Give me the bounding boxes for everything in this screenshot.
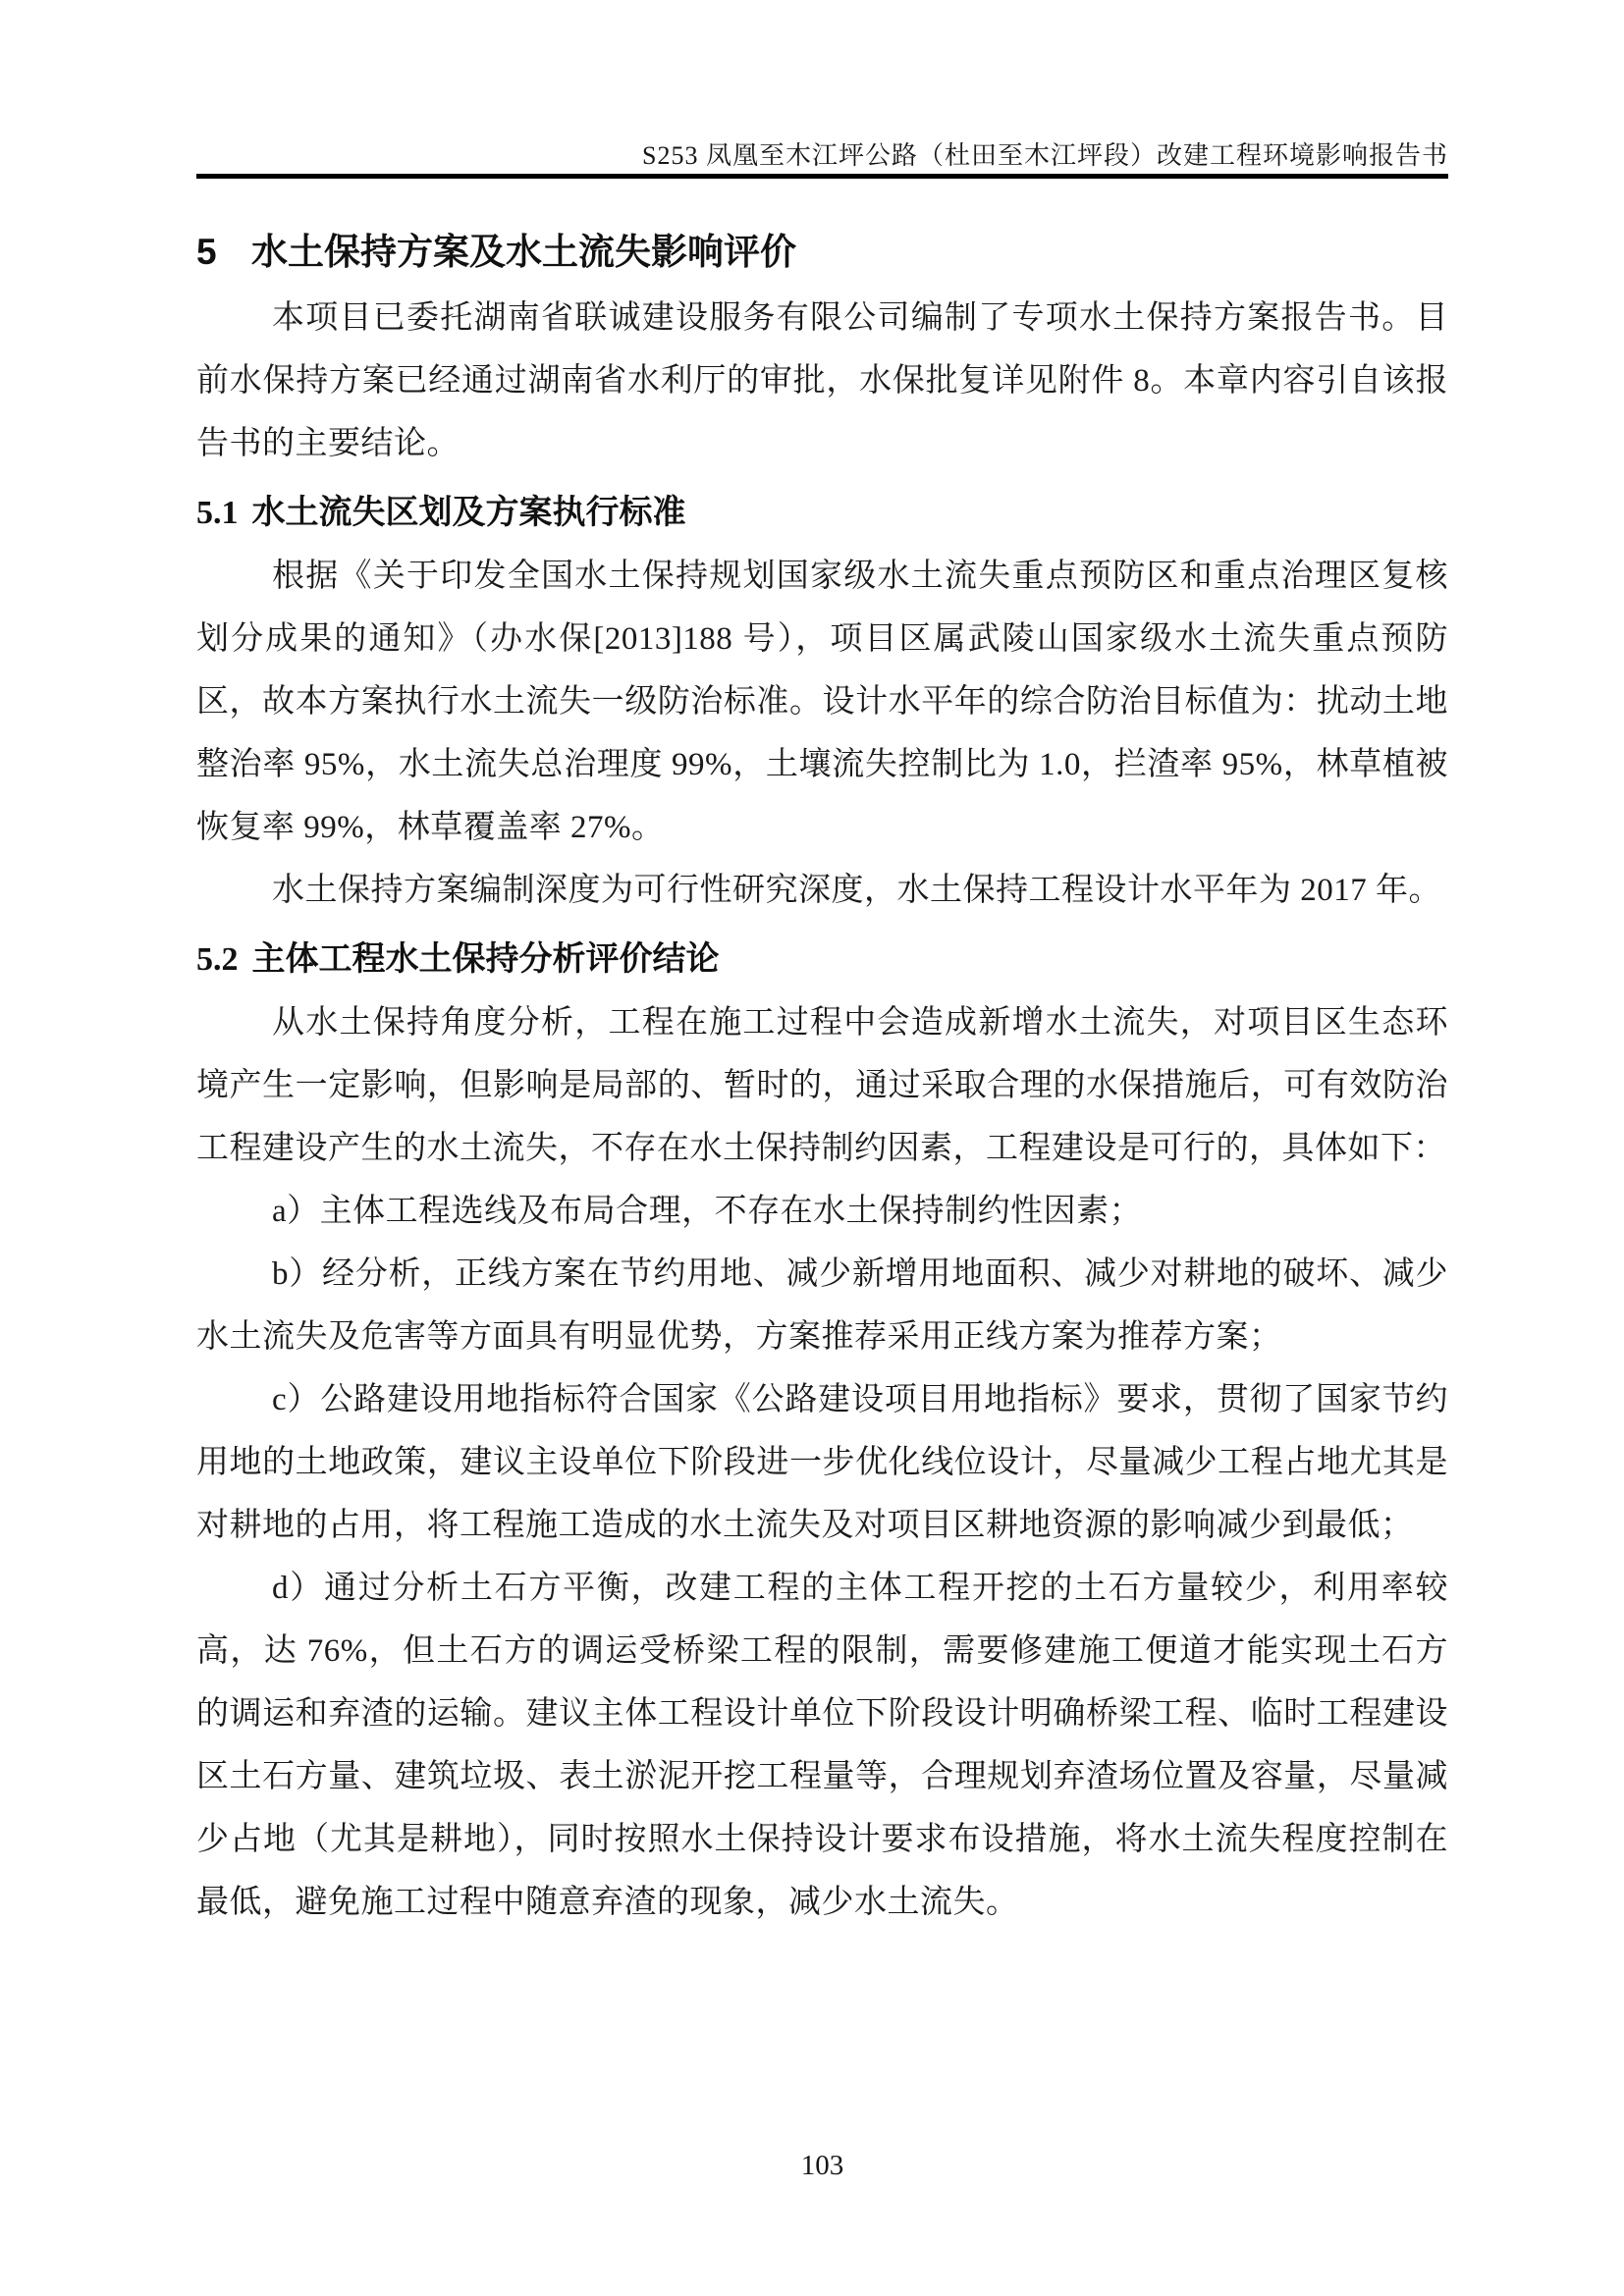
section-5-2-title: 主体工程水土保持分析评价结论 [251,940,720,978]
page-number: 103 [800,2150,844,2181]
paragraph-5-1-depth: 水土保持方案编制深度为可行性研究深度，水土保持工程设计水平年为 2017 年。 [272,873,1441,908]
chapter-heading [196,218,1448,287]
section-5-1-number: 5.1 [196,495,239,531]
section-5-2-number: 5.2 [196,941,239,978]
section-heading-5-2 [196,928,1448,991]
paragraph-chapter-intro: 本项目已委托湖南省联诚建设服务有限公司编制了专项水土保持方案报告书。目前水保持方案已经通过湖南省水利厅的审批，水保批复详见附件 8。本章内容引自该报告书的主要结论。 [196,300,1448,461]
paragraph-5-2-intro: 从水土保持角度分析，工程在施工过程中会造成新增水土流失，对项目区生态环境产生一定影响，但影响是局部的、暂时的，通过采取合理的水保措施后，可有效防治工程建设产生的水土流失，不存在水土保持制约因素，工程建设是可行的，具体如下： [196,1005,1448,1166]
list-item-c: c）公路建设用地指标符合国家《公路建设项目用地指标》要求，贯彻了国家节约用地的土地政策，建议主设单位下阶段进一步优化线位设计，尽量减少工程占地尤其是对耕地的占用，将工程施工造成的水土流失及对项目区耕地资源的影响减少到最低； [196,1382,1448,1543]
chapter-title: 水土保持方案及水土流失影响评价 [251,232,796,272]
running-header: S253 凤凰至木江坪公路（杜田至木江坪段）改建工程环境影响报告书 [642,141,1448,170]
section-5-1-title: 水土流失区划及方案执行标准 [251,494,686,531]
header-rule [196,174,1448,179]
document-body [196,218,1448,1934]
paragraph-5-1-standards: 根据《关于印发全国水土保持规划国家级水土流失重点预防区和重点治理区复核划分成果的通知》（办水保[2013]188 号），项目区属武陵山国家级水土流失重点预防区，故本方案执行水土流失一级防治标准。设计水平年的综合防治目标值为：扰动土地整治率 95%，水土流失总治理度 99%，土壤流失控制比为 1.0，拦渣率 95%，林草植被恢复率 99%，林草覆盖率 27%。 [196,559,1448,845]
chapter-number: 5 [196,232,217,272]
section-heading-5-1 [196,481,1448,545]
list-item-a: a）主体工程选线及布局合理，不存在水土保持制约性因素； [272,1194,1143,1229]
list-item-d: d）通过分析土石方平衡，改建工程的主体工程开挖的土石方量较少，利用率较高，达 76%，但土石方的调运受桥梁工程的限制，需要修建施工便道才能实现土石方的调运和弃渣的运输。建议主体工程设计单位下阶段设计明确桥梁工程、临时工程建设区土石方量、建筑垃圾、表土淤泥开挖工程量等，合理规划弃渣场位置及容量，尽量减少占地（尤其是耕地），同时按照水土保持设计要求布设措施，将水土流失程度控制在最低，避免施工过程中随意弃渣的现象，减少水土流失。 [196,1571,1448,1920]
list-item-b: b）经分析，正线方案在节约用地、减少新增用地面积、减少对耕地的破坏、减少水土流失及危害等方面具有明显优势，方案推荐采用正线方案为推荐方案； [196,1256,1448,1355]
